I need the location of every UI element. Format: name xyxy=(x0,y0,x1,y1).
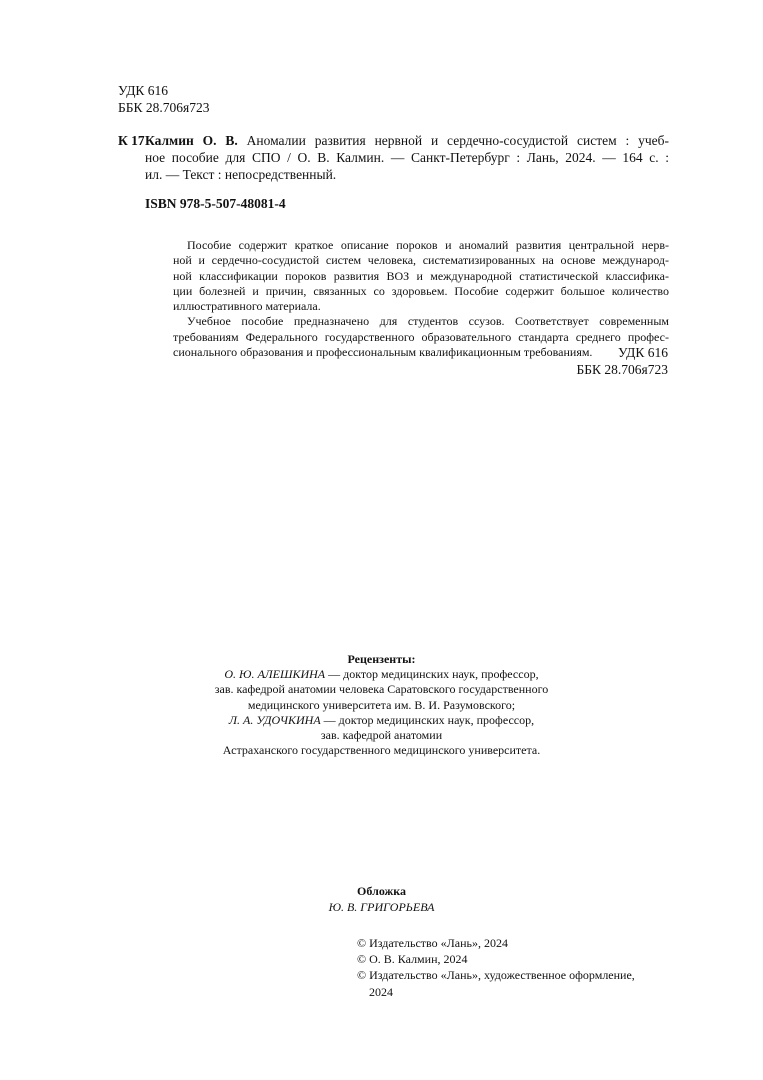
annotation-line: иллюстративного материала. xyxy=(173,299,321,314)
biblio-line-3: ил. — Текст : непосредственный. xyxy=(145,167,337,182)
biblio-line-1 xyxy=(145,132,669,149)
copyright-block xyxy=(357,935,635,1000)
udc-code: УДК 616 xyxy=(617,345,668,360)
annotation-line: ной классификации пороков развития ВОЗ и международной статистической классифика- xyxy=(173,268,669,283)
cover-designer: Ю. В. ГРИГОРЬЕВА xyxy=(328,899,435,914)
copyright-line: 2024 xyxy=(369,984,393,999)
annotation-line: Учебное пособие предназначено для студентов ссузов. Соответствует современным xyxy=(187,314,669,329)
reviewer-2-affiliation: зав. кафедрой анатомии xyxy=(320,727,443,742)
udc-block-right xyxy=(577,344,668,378)
annotation-line: ции болезней и причин, связанных со здоровьем. Пособие содержит большое количество xyxy=(173,283,669,298)
reviewer-title: — доктор медицинских наук, профессор, xyxy=(325,667,539,682)
annotation-line: требованиям Федерального государственного образовательного стандарта среднего профес- xyxy=(173,329,669,344)
annotation xyxy=(173,238,669,360)
author-name: Калмин О. В. xyxy=(145,133,238,148)
cover-heading: Обложка xyxy=(357,884,406,898)
reviewer-2 xyxy=(0,713,763,728)
reviewer-name: Л. А. УДОЧКИНА xyxy=(228,712,321,727)
reviewer-title: — доктор медицинских наук, профессор, xyxy=(320,712,535,727)
isbn: ISBN 978-5-507-48081-4 xyxy=(145,196,286,211)
annotation-line: Пособие содержит краткое описание пороков и аномалий развития центральной нерв- xyxy=(187,238,669,252)
reviewer-1-affiliation: медицинского университета им. В. И. Разумовского; xyxy=(247,697,516,712)
copyright-line: © О. В. Калмин, 2024 xyxy=(357,952,468,967)
cover-credit xyxy=(0,884,763,915)
copyright-line: © Издательство «Лань», 2024 xyxy=(357,936,508,950)
reviewers-block xyxy=(0,652,763,758)
bbk-code: ББК 28.706я723 xyxy=(576,362,668,377)
bbk-code: ББК 28.706я723 xyxy=(118,100,210,115)
title-text: Аномалии развития нервной и сердечно-сосудистой систем : учеб- xyxy=(237,133,669,148)
reviewers-heading: Рецензенты: xyxy=(347,652,416,666)
biblio-line-2: ное пособие для СПО / О. В. Калмин. — Санкт-Петербург : Лань, 2024. — 164 с. : xyxy=(145,150,669,165)
bibliographic-description xyxy=(145,132,669,183)
udc-code: УДК 616 xyxy=(118,83,169,98)
reviewer-name: О. Ю. АЛЕШКИНА xyxy=(224,667,326,682)
reviewer-2-affiliation: Астраханского государственного медицинского университета. xyxy=(222,743,541,758)
reviewer-1-affiliation: зав. кафедрой анатомии человека Саратовского государственного xyxy=(214,682,549,697)
annotation-line: ной и сердечно-сосудистой систем человека, систематизированных на основе международ- xyxy=(173,253,669,268)
reviewer-1 xyxy=(0,667,763,682)
author-mark: К 17 xyxy=(118,133,145,148)
copyright-line: © Издательство «Лань», художественное оформление, xyxy=(357,968,635,983)
annotation-line: сионального образования и профессиональным квалификационным требованиям. xyxy=(173,345,593,360)
udc-block-top xyxy=(118,82,209,116)
